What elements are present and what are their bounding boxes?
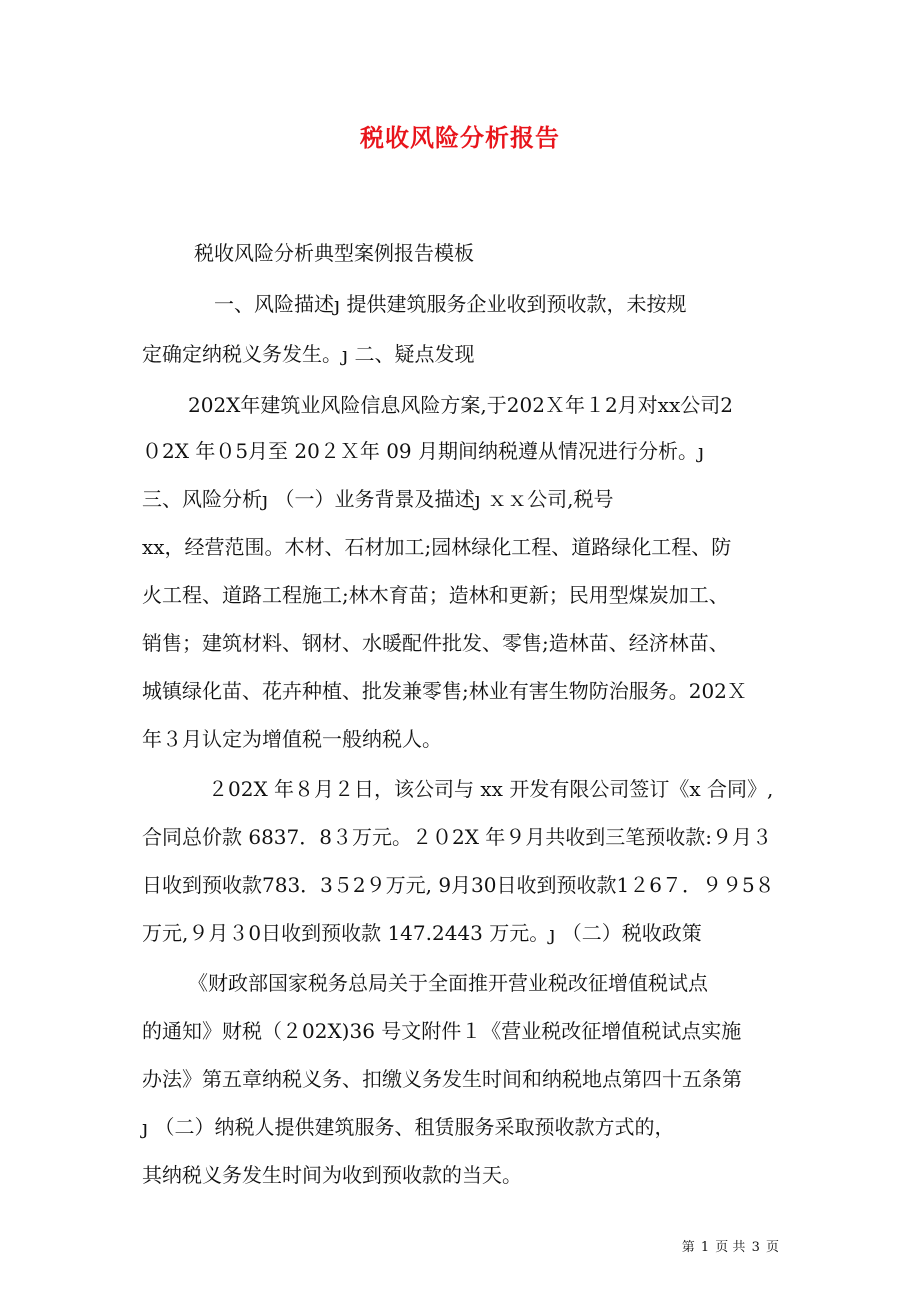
body-line-16: 《财政部国家税务总局关于全面推开营业税改征增值税试点 xyxy=(188,971,708,995)
page-footer xyxy=(681,1236,780,1255)
body-line-15: 万元,９月３0日收到预收款 147.2443 万元。ȷ （二）税收政策 xyxy=(142,921,702,945)
body-line-12: ２02X 年８月２日，该公司与 xx 开发有限公司签订《x 合同》, xyxy=(208,777,774,801)
body-line-3: 定确定纳税义务发生。ȷ 二、疑点发现 xyxy=(142,342,475,366)
body-line-20: 其纳税义务发生时间为收到预收款的当天。 xyxy=(142,1163,522,1187)
body-line-10: 城镇绿化苗、花卉种植、批发兼零售;林业有害生物防治服务。202Ｘ xyxy=(142,679,747,703)
document-title: 税收风险分析报告 xyxy=(360,123,560,152)
body-line-4: 202X年建筑业风险信息风险方案,于202Ｘ年１2月对xx公司2 xyxy=(188,393,733,417)
footer-total-pages: 3 xyxy=(751,1240,760,1255)
body-line-5: ０2X 年０5月至 20２Ｘ年 09 月期间纳税遵从情况进行分析。ȷ xyxy=(142,439,705,463)
body-line-13: 合同总价款 6837．8３万元。２０2X 年９月共收到三笔预收款:９月３ xyxy=(142,825,773,849)
body-line-9: 销售；建筑材料、钢材、水暖配件批发、零售;造林苗、经济林苗、 xyxy=(142,631,729,655)
footer-page-number: 1 xyxy=(700,1240,710,1255)
body-line-7: xx，经营范围。木材、石材加工;园林绿化工程、道路绿化工程、防 xyxy=(142,535,732,559)
body-line-11: 年３月认定为增值税一般纳税人。 xyxy=(142,727,442,751)
body-line-19: ȷ （二）纳税人提供建筑服务、租赁服务采取预收款方式的， xyxy=(142,1115,675,1139)
body-line-6: 三、风险分析ȷ （一）业务背景及描述ȷ ｘｘ公司,税号 xyxy=(142,487,614,511)
body-line-18: 办法》第五章纳税义务、扣缴义务发生时间和纳税地点第四十五条第 xyxy=(142,1067,742,1091)
body-line-8: 火工程、道路工程施工;林木育苗；造林和更新；民用型煤炭加工、 xyxy=(142,583,729,607)
footer-middle: 页 共 xyxy=(715,1240,746,1255)
body-line-14: 日收到预收款783．3５2９万元, 9月30日收到预收款1２6７．９９5８ xyxy=(142,873,775,897)
body-line-1: 税收风险分析典型案例报告模板 xyxy=(194,241,474,265)
body-line-2: 一、风险描述ȷ 提供建筑服务企业收到预收款，未按规 xyxy=(214,292,687,316)
footer-suffix: 页 xyxy=(765,1240,779,1255)
body-line-17: 的通知》财税（２02X)36 号文附件１《营业税改征增值税试点实施 xyxy=(142,1019,742,1043)
footer-prefix: 第 xyxy=(681,1240,695,1255)
